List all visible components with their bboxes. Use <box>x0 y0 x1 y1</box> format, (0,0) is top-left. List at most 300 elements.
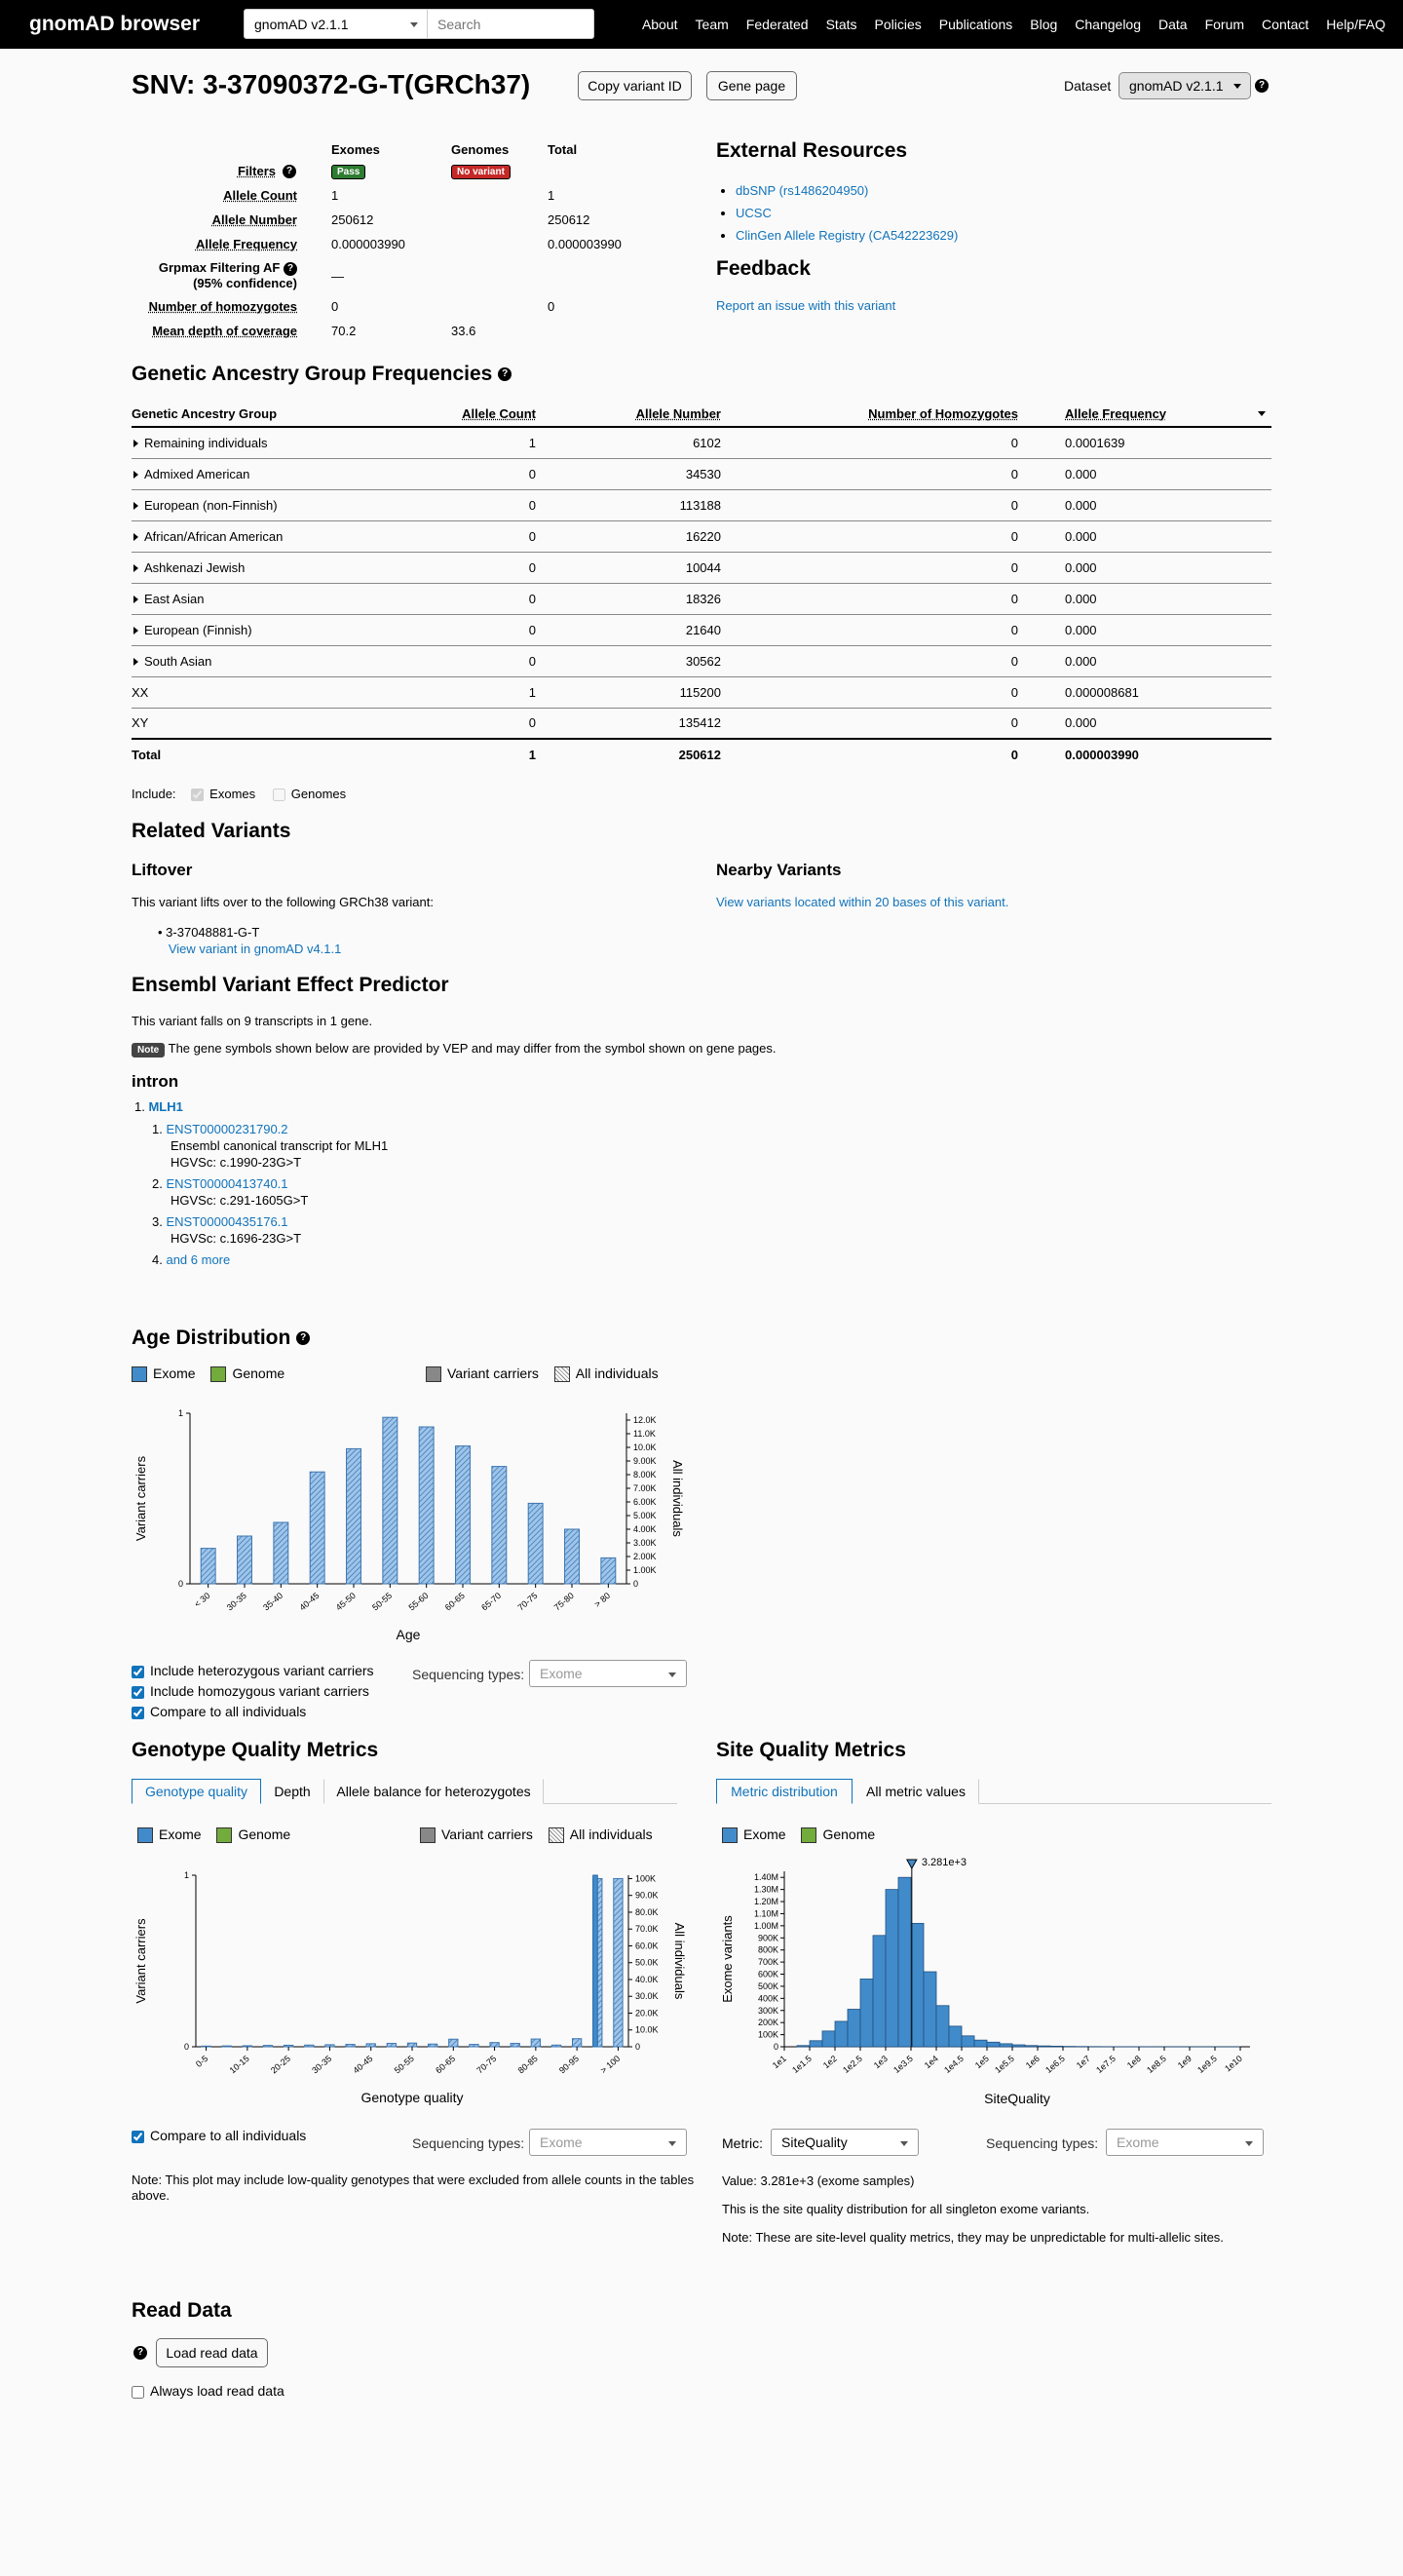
gq-legend-genome: Genome <box>238 1826 291 1842</box>
x-tick-label: 1e4.5 <box>942 2053 966 2076</box>
expand-triangle-icon[interactable] <box>133 596 138 603</box>
cell-an: 21640 <box>536 614 721 645</box>
x-tick-label: 1e7.5 <box>1094 2053 1118 2076</box>
sq-genome-swatch <box>801 1827 816 1843</box>
x-tick-label: 30-35 <box>310 2053 334 2076</box>
x-tick-label: 1e2 <box>820 2053 839 2071</box>
x-tick-label: 60-65 <box>442 1590 467 1613</box>
vep-title: Ensembl Variant Effect Predictor <box>132 974 449 996</box>
cell-group: European (non-Finnish) <box>132 489 346 520</box>
cell-ac: 0 <box>346 552 536 583</box>
dataset-help-icon[interactable]: ? <box>1255 79 1269 93</box>
x-axis-label: Genotype quality <box>360 2090 464 2105</box>
y-tick-label: 0 <box>183 2042 189 2052</box>
table-row[interactable] <box>132 427 1271 458</box>
gq-legend <box>137 1826 290 1843</box>
y2-tick-label: 9.00K <box>633 1456 657 1466</box>
site-quality-bar <box>1050 2046 1063 2047</box>
sq-value-text: Value: 3.281e+3 (exome samples) <box>722 2173 915 2188</box>
expand-triangle-icon[interactable] <box>133 658 138 666</box>
expand-triangle-icon[interactable] <box>133 533 138 541</box>
chevron-down-icon <box>1233 84 1241 89</box>
table-row[interactable] <box>132 645 1271 676</box>
all-individuals-swatch <box>554 1366 570 1382</box>
cell-an: 10044 <box>536 552 721 583</box>
age-title <box>132 1326 310 1350</box>
transcript-hgvs: HGVSc: c.1696-23G>T <box>171 1231 302 1246</box>
site-quality-bar <box>810 2041 822 2047</box>
liftover-title: Liftover <box>132 861 193 879</box>
col-total: Total <box>548 142 578 157</box>
gq-genome-swatch <box>216 1827 232 1843</box>
include-genomes-checkbox[interactable] <box>273 788 285 801</box>
x-tick-label: 1e8 <box>1124 2053 1143 2071</box>
nav-link-policies[interactable]: Policies <box>874 17 922 32</box>
gq-legend-2 <box>420 1826 653 1843</box>
cell-an: 113188 <box>536 489 721 520</box>
cell-af: 0.000 <box>1018 614 1271 645</box>
x-axis-label: Age <box>396 1627 421 1642</box>
y2-tick-label: 80.0K <box>635 1906 659 1917</box>
x-tick-label: 70-75 <box>515 1590 540 1613</box>
more-transcripts-link[interactable]: and 6 more <box>166 1252 231 1267</box>
nav-link-team[interactable]: Team <box>695 17 729 32</box>
gq-legend-carriers: Variant carriers <box>441 1826 533 1842</box>
summary-label: Allele Number <box>211 212 297 227</box>
age-seq-select[interactable]: Exome <box>529 1660 687 1687</box>
y2-tick-label: 30.0K <box>635 1991 659 2002</box>
all-individuals-bar <box>310 1472 324 1584</box>
transcript-desc: Ensembl canonical transcript for MLH1 <box>171 1138 389 1153</box>
site-quality-bar <box>1025 2046 1038 2047</box>
external-resources-title: External Resources <box>716 139 908 162</box>
y2-tick-label: 40.0K <box>635 1974 659 1984</box>
y2-tick-label: 8.00K <box>633 1470 657 1480</box>
vep-note <box>132 1041 777 1057</box>
y-axis-label: Exome variants <box>720 1915 735 2003</box>
depth-exomes: 70.2 <box>331 324 357 338</box>
y2-tick-label: 6.00K <box>633 1497 657 1507</box>
x-tick-label: 70-75 <box>474 2053 499 2076</box>
age-compare-checkbox[interactable] <box>132 1707 144 1719</box>
read-data-help-icon[interactable]: ? <box>133 2346 147 2360</box>
y2-axis-label: All individuals <box>670 1460 685 1537</box>
all-individuals-bar <box>346 2045 355 2047</box>
cell-ac: 0 <box>346 520 536 552</box>
y-axis-label: Variant carriers <box>133 1918 148 2004</box>
ancestry-help-icon[interactable]: ? <box>498 367 512 381</box>
all-individuals-bar <box>387 2044 396 2047</box>
gq-carriers-swatch <box>420 1827 436 1843</box>
dataset-selector[interactable] <box>1119 72 1251 99</box>
x-tick-label: 10-15 <box>227 2053 251 2076</box>
cell-an: 30562 <box>536 645 721 676</box>
report-issue-link[interactable]: Report an issue with this variant <box>716 298 896 313</box>
cell-hom: 0 <box>721 520 1018 552</box>
expand-triangle-icon[interactable] <box>133 564 138 572</box>
metric-label: Metric: <box>722 2135 763 2151</box>
include-label: Include: <box>132 787 176 801</box>
x-tick-label: 1e4 <box>922 2053 940 2071</box>
x-tick-label: 1e9 <box>1175 2053 1194 2071</box>
x-tick-label: 1e6 <box>1023 2053 1042 2071</box>
table-row[interactable] <box>132 458 1271 489</box>
hom-label: Include homozygous variant carriers <box>150 1683 369 1699</box>
table-row[interactable] <box>132 552 1271 583</box>
read-data-title: Read Data <box>132 2299 232 2322</box>
related-variants-title: Related Variants <box>132 820 291 842</box>
site-quality-bar <box>886 1890 898 2047</box>
filters-label: Filters <box>237 164 276 178</box>
y2-tick-label: 7.00K <box>633 1483 657 1493</box>
cell-group: Remaining individuals <box>132 427 346 458</box>
note-badge: Note <box>132 1043 165 1057</box>
cell-af: 0.000 <box>1018 645 1271 676</box>
cell-hom: 0 <box>721 552 1018 583</box>
no-variant-badge: No variant <box>451 165 511 179</box>
gq-exome-swatch <box>137 1827 153 1843</box>
col-exomes: Exomes <box>331 142 380 157</box>
x-tick-label: 45-50 <box>333 1590 358 1613</box>
x-tick-label: 75-80 <box>551 1590 576 1613</box>
y2-tick-label: 50.0K <box>635 1957 659 1968</box>
summary-label: Allele Count <box>223 188 297 203</box>
x-tick-label: 1e1 <box>770 2053 788 2071</box>
y2-tick-label: 3.00K <box>633 1538 657 1548</box>
th-allele-number[interactable]: Allele Number <box>536 402 721 427</box>
all-individuals-bar <box>449 2039 458 2047</box>
all-individuals-bar <box>284 2045 292 2047</box>
th-allele-frequency[interactable]: Allele Frequency <box>1018 402 1271 427</box>
nav-link-about[interactable]: About <box>641 17 678 32</box>
nav-link-blog[interactable]: Blog <box>1030 17 1058 32</box>
all-individuals-bar <box>551 2045 560 2047</box>
gene-link-mlh1[interactable]: MLH1 <box>148 1099 183 1114</box>
tab-all-metric-values[interactable]: All metric values <box>853 1779 979 1804</box>
gnomad-logo[interactable]: gnomAD browser <box>29 13 201 35</box>
summary-total: 250612 <box>548 212 590 227</box>
x-tick-label: 1e8.5 <box>1145 2053 1168 2076</box>
all-individuals-bar <box>347 1448 361 1584</box>
cell-hom: 0 <box>721 708 1018 739</box>
cell-group: XY <box>132 708 346 739</box>
site-quality-bar <box>911 1923 924 2047</box>
y-tick-label: 1.10M <box>753 1908 778 1919</box>
all-individuals-bar <box>614 1878 623 2047</box>
external-link-item <box>736 179 958 202</box>
all-individuals-bar <box>490 2043 499 2047</box>
cell-an: 18326 <box>536 583 721 614</box>
x-tick-label: 80-85 <box>515 2053 540 2076</box>
site-quality-bar <box>848 2010 860 2047</box>
top-navigation-bar <box>0 0 1403 49</box>
nav-link-forum[interactable]: Forum <box>1204 17 1245 32</box>
y2-tick-label: 12.0K <box>633 1415 657 1425</box>
gq-note: Note: This plot may include low-quality genotypes that were excluded from allele counts in the tables above. <box>132 2172 695 2203</box>
all-individuals-bar <box>470 2045 478 2047</box>
age-seq-label: Sequencing types: <box>412 1667 525 1682</box>
vep-falls-on: This variant falls on 9 transcripts in 1 gene. <box>132 1014 373 1028</box>
nav-link-contact[interactable]: Contact <box>1262 17 1309 32</box>
cell-group: European (Finnish) <box>132 614 346 645</box>
grpmax-help-icon[interactable]: ? <box>284 262 297 276</box>
external-link[interactable]: dbSNP (rs1486204950) <box>736 183 869 198</box>
cell-ac: 0 <box>346 614 536 645</box>
external-link-item <box>736 202 958 224</box>
transcript-link[interactable]: ENST00000435176.1 <box>166 1214 288 1229</box>
liftover-variant: 3-37048881-G-T <box>166 925 260 940</box>
gq-compare <box>132 2128 306 2143</box>
cell-af: 0.000 <box>1018 489 1271 520</box>
col-genomes: Genomes <box>451 142 510 157</box>
all-individuals-bar <box>419 1427 434 1584</box>
nav-link-help-faq[interactable]: Help/FAQ <box>1326 17 1385 32</box>
cell-hom: 0 <box>721 676 1018 708</box>
expand-triangle-icon[interactable] <box>133 471 138 479</box>
nav-link-publications[interactable]: Publications <box>938 17 1013 32</box>
legend-exome: Exome <box>153 1365 196 1381</box>
nearby-variants-title: Nearby Variants <box>716 861 842 879</box>
th-allele-count[interactable]: Allele Count <box>346 402 536 427</box>
cell-hom: 0 <box>721 489 1018 520</box>
transcript-link[interactable]: ENST00000413740.1 <box>166 1176 288 1191</box>
nav-link-stats[interactable]: Stats <box>825 17 857 32</box>
nav-link-federated[interactable]: Federated <box>745 17 809 32</box>
transcript-item: 3. ENST00000435176.1 HGVSc: c.1696-23G>T <box>152 1213 388 1247</box>
total-row <box>132 739 1271 770</box>
y2-tick-label: 2.00K <box>633 1552 657 1561</box>
cell-group: Admixed American <box>132 458 346 489</box>
variant-carriers-bar <box>593 1875 598 2047</box>
gq-legend-exome: Exome <box>159 1826 202 1842</box>
metric-select[interactable]: SiteQuality <box>771 2129 919 2156</box>
x-tick-label: 60-65 <box>434 2053 458 2076</box>
y-tick-label: 700K <box>757 1957 778 1968</box>
dataset-label: Dataset <box>1064 78 1112 94</box>
y-tick-label: 1.30M <box>753 1884 778 1895</box>
gq-seq-label: Sequencing types: <box>412 2135 525 2151</box>
x-tick-label: 35-40 <box>261 1590 285 1613</box>
carriers-swatch <box>426 1366 441 1382</box>
include-genomes[interactable] <box>273 787 346 801</box>
x-tick-label: 50-55 <box>370 1590 395 1613</box>
table-row[interactable] <box>132 489 1271 520</box>
all-individuals-bar <box>243 2046 251 2047</box>
dataset-dropdown[interactable]: gnomAD v2.1.1 <box>245 10 428 38</box>
table-row[interactable] <box>132 583 1271 614</box>
cell-an: 115200 <box>536 676 721 708</box>
gq-legend-all: All individuals <box>569 1826 653 1842</box>
include-genomes-label: Genomes <box>290 787 347 801</box>
site-quality-bar <box>949 2026 962 2047</box>
cell-af: 0.000 <box>1018 552 1271 583</box>
summary-total: 1 <box>548 188 555 203</box>
x-tick-label: 90-95 <box>556 2053 581 2076</box>
feedback-title: Feedback <box>716 257 811 280</box>
nav-link-data[interactable]: Data <box>1158 17 1188 32</box>
always-load-checkbox[interactable] <box>132 2386 144 2399</box>
th-homozygotes[interactable]: Number of Homozygotes <box>721 402 1018 427</box>
y2-tick-label: 1.00K <box>633 1565 657 1575</box>
y-tick-label: 400K <box>757 1993 778 2004</box>
x-tick-label: 0-5 <box>194 2053 210 2069</box>
all-individuals-bar <box>202 2046 210 2047</box>
gq-compare-checkbox[interactable] <box>132 2131 144 2143</box>
transcript-item: 4. and 6 more <box>152 1252 231 1267</box>
cell-ac: 1 <box>346 427 536 458</box>
gene-page-button[interactable]: Gene page <box>706 71 797 100</box>
cell-an: 6102 <box>536 427 721 458</box>
dataset-selector-label: gnomAD v2.1.1 <box>1129 78 1224 94</box>
cell-group: East Asian <box>132 583 346 614</box>
y2-tick-label: 0 <box>633 1579 639 1589</box>
y-tick-label: 200K <box>757 2018 778 2028</box>
y-tick-label: 100K <box>757 2029 778 2040</box>
y2-tick-label: 100K <box>635 1873 657 1884</box>
summary-exomes: 0.000003990 <box>331 237 405 251</box>
cell-ac: 1 <box>346 676 536 708</box>
cell-ac: 0 <box>346 645 536 676</box>
x-tick-label: 40-45 <box>297 1590 322 1613</box>
y-tick-label: 500K <box>757 1980 778 1991</box>
tab-metric-distribution[interactable]: Metric distribution <box>716 1779 853 1804</box>
y2-axis-label: All individuals <box>672 1922 687 2000</box>
summary-total: 0.000003990 <box>548 237 622 251</box>
cell-af: 0.000 <box>1018 583 1271 614</box>
x-tick-label: 1e9.5 <box>1195 2053 1219 2076</box>
include-exomes-label: Exomes <box>209 787 256 801</box>
liftover-link[interactable]: View variant in gnomAD v4.1.1 <box>168 942 342 956</box>
y2-tick-label: 5.00K <box>633 1511 657 1520</box>
table-row[interactable] <box>132 614 1271 645</box>
transcript-link[interactable]: ENST00000231790.2 <box>166 1122 288 1136</box>
het-checkbox[interactable] <box>132 1666 144 1678</box>
sq-desc: This is the site quality distribution for all singleton exome variants. <box>722 2202 1090 2216</box>
all-individuals-bar <box>325 2045 334 2047</box>
y2-tick-label: 10.0K <box>633 1442 657 1452</box>
search-input[interactable] <box>437 17 584 32</box>
y2-tick-label: 10.0K <box>635 2024 659 2035</box>
copy-variant-id-button[interactable]: Copy variant ID <box>578 71 692 100</box>
site-quality-bar <box>974 2040 987 2047</box>
expand-triangle-icon[interactable] <box>133 502 138 510</box>
site-quality-bar <box>987 2042 1000 2047</box>
cell-af: 0.000 <box>1018 458 1271 489</box>
sq-seq-select[interactable]: Exome <box>1106 2129 1264 2156</box>
grpmax-label-line1: Grpmax Filtering AF <box>158 260 281 275</box>
cell-group: South Asian <box>132 645 346 676</box>
y-tick-label: 1 <box>183 1870 189 1880</box>
site-quality-bar <box>860 1979 873 2047</box>
nearby-variants-link[interactable]: View variants located within 20 bases of this variant. <box>716 895 1009 909</box>
y-tick-label: 0 <box>773 2042 778 2052</box>
nav-link-changelog[interactable]: Changelog <box>1075 17 1142 32</box>
th-group[interactable]: Genetic Ancestry Group <box>132 402 346 427</box>
external-link[interactable]: UCSC <box>736 206 772 220</box>
age-distribution-chart <box>132 1403 697 1657</box>
legend-genome: Genome <box>232 1365 285 1381</box>
hom-checkbox[interactable] <box>132 1686 144 1699</box>
x-tick-label: 1e5.5 <box>993 2053 1016 2076</box>
cell-hom: 0 <box>721 427 1018 458</box>
x-tick-label: 1e6.5 <box>1043 2053 1067 2076</box>
include-row <box>132 787 346 801</box>
expand-triangle-icon[interactable] <box>133 440 138 447</box>
y-tick-label: 800K <box>757 1944 778 1955</box>
ancestry-table <box>132 402 1271 770</box>
liftover-text: This variant lifts over to the following GRCh38 variant: <box>132 895 434 909</box>
x-tick-label: 20-25 <box>268 2053 292 2076</box>
all-individuals-bar <box>511 2044 519 2047</box>
het-label: Include heterozygous variant carriers <box>150 1663 374 1678</box>
gq-all-swatch <box>549 1827 564 1843</box>
table-row <box>132 708 1271 739</box>
homozygotes-label: Number of homozygotes <box>148 299 297 314</box>
all-individuals-bar <box>263 2046 272 2047</box>
load-read-data-button[interactable]: Load read data <box>156 2338 268 2367</box>
grpmax-label-line2: (95% confidence) <box>193 276 297 290</box>
site-quality-bar <box>1012 2045 1025 2047</box>
x-tick-label: 1e5 <box>972 2053 991 2071</box>
age-title-text: Age Distribution <box>132 1326 291 1349</box>
all-individuals-bar <box>305 2045 314 2047</box>
site-quality-bar <box>822 2031 835 2047</box>
y-tick-label: 1 <box>177 1408 183 1418</box>
age-compare-label: Compare to all individuals <box>150 1704 307 1719</box>
cell-ac: 0 <box>346 489 536 520</box>
transcript-item: 1. ENST00000231790.2 Ensembl canonical transcript for MLH1 HGVSc: c.1990-23G>T <box>152 1122 389 1170</box>
filters-help-icon[interactable]: ? <box>283 165 296 178</box>
sq-legend <box>722 1826 875 1843</box>
always-load-label: Always load read data <box>150 2383 284 2399</box>
all-individuals-bar <box>601 1557 616 1584</box>
search-bar <box>244 9 594 39</box>
include-exomes-checkbox[interactable] <box>191 788 204 801</box>
tab-genotype-quality[interactable]: Genotype quality <box>132 1779 261 1804</box>
y-tick-label: 0 <box>177 1579 183 1589</box>
all-individuals-bar <box>428 2044 436 2047</box>
cell-ac: 0 <box>346 708 536 739</box>
sq-note: Note: These are site-level quality metrics, they may be unpredictable for multi-allelic sites. <box>722 2230 1224 2245</box>
tab-allele-balance[interactable]: Allele balance for heterozygotes <box>323 1779 544 1804</box>
expand-triangle-icon[interactable] <box>133 627 138 634</box>
age-help-icon[interactable]: ? <box>296 1331 310 1345</box>
consequence-heading: intron <box>132 1072 179 1091</box>
include-exomes[interactable] <box>191 787 255 801</box>
y2-tick-label: 60.0K <box>635 1941 659 1951</box>
grpmax-value: — <box>331 269 344 284</box>
cell-af: 0.000 <box>1018 520 1271 552</box>
cell-hom: 0 <box>721 583 1018 614</box>
table-row <box>132 676 1271 708</box>
x-tick-label: > 80 <box>592 1590 613 1610</box>
table-row[interactable] <box>132 520 1271 552</box>
external-link[interactable]: ClinGen Allele Registry (CA542223629) <box>736 228 959 243</box>
value-marker-icon <box>907 1860 917 1868</box>
summary-exomes: 1 <box>331 188 339 203</box>
y-tick-label: 300K <box>757 2005 778 2016</box>
cell-hom: 0 <box>721 739 1018 770</box>
gq-seq-select[interactable]: Exome <box>529 2129 687 2156</box>
y2-tick-label: 11.0K <box>633 1429 656 1439</box>
gq-title: Genotype Quality Metrics <box>132 1739 379 1761</box>
sq-legend-exome: Exome <box>743 1826 786 1842</box>
y-tick-label: 1.00M <box>753 1920 778 1931</box>
value-marker-label: 3.281e+3 <box>921 1857 967 1868</box>
summary-exomes: 250612 <box>331 212 374 227</box>
cell-hom: 0 <box>721 458 1018 489</box>
tab-depth[interactable]: Depth <box>261 1779 323 1804</box>
